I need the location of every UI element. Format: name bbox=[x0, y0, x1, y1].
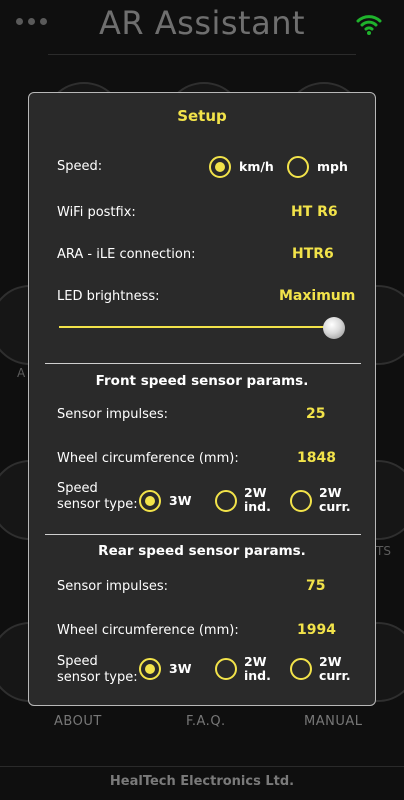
manual-link[interactable]: MANUAL bbox=[304, 714, 363, 729]
front-2w-ind-label[interactable] bbox=[244, 486, 271, 514]
rear-2w-ind-line2: ind. bbox=[244, 668, 271, 683]
front-2w-ind-line2: ind. bbox=[244, 499, 271, 514]
bottom-nav bbox=[0, 712, 404, 736]
setup-dialog bbox=[28, 92, 376, 706]
rear-3w-label[interactable]: 3W bbox=[169, 661, 192, 676]
rear-2w-ind-line1: 2W bbox=[244, 654, 267, 669]
led-brightness-value: Maximum bbox=[279, 288, 356, 304]
section-divider bbox=[45, 363, 361, 364]
front-2w-curr-radio[interactable] bbox=[290, 490, 312, 512]
front-sensor-type-label-line2: sensor type: bbox=[57, 497, 138, 512]
rear-2w-curr-line1: 2W bbox=[319, 654, 342, 669]
speed-mph-radio[interactable] bbox=[287, 156, 309, 178]
rear-section-title: Rear speed sensor params. bbox=[98, 543, 306, 559]
speed-kmh-label[interactable]: km/h bbox=[239, 159, 274, 174]
faq-link[interactable]: F.A.Q. bbox=[186, 714, 226, 729]
front-circumference-value[interactable]: 1848 bbox=[297, 450, 336, 466]
rear-2w-ind-radio[interactable] bbox=[215, 658, 237, 680]
rear-impulses-value[interactable]: 75 bbox=[306, 578, 326, 594]
rear-2w-curr-line2: curr. bbox=[319, 668, 351, 683]
background-label-right: TS bbox=[376, 544, 391, 558]
rear-2w-curr-radio[interactable] bbox=[290, 658, 312, 680]
wifi-postfix-value[interactable]: HT R6 bbox=[291, 204, 338, 220]
rear-3w-radio[interactable] bbox=[139, 658, 161, 680]
front-3w-label[interactable]: 3W bbox=[169, 493, 192, 508]
front-2w-curr-label[interactable] bbox=[319, 486, 351, 514]
front-circumference-label: Wheel circumference (mm): bbox=[57, 451, 239, 466]
front-2w-ind-line1: 2W bbox=[244, 485, 267, 500]
about-link[interactable]: ABOUT bbox=[54, 714, 102, 729]
rear-circumference-label: Wheel circumference (mm): bbox=[57, 623, 239, 638]
app-header bbox=[0, 0, 404, 56]
footer-divider bbox=[0, 766, 404, 767]
rear-2w-curr-label[interactable] bbox=[319, 655, 351, 683]
rear-impulses-label: Sensor impulses: bbox=[57, 579, 168, 594]
rear-2w-ind-label[interactable] bbox=[244, 655, 271, 683]
dialog-title: Setup bbox=[177, 107, 227, 125]
front-2w-curr-line2: curr. bbox=[319, 499, 351, 514]
wifi-icon bbox=[356, 12, 382, 40]
wifi-postfix-label: WiFi postfix: bbox=[57, 205, 136, 220]
section-divider bbox=[45, 534, 361, 535]
front-impulses-label: Sensor impulses: bbox=[57, 407, 168, 422]
speed-mph-label[interactable]: mph bbox=[317, 159, 348, 174]
led-brightness-slider-thumb[interactable] bbox=[323, 317, 345, 339]
front-2w-ind-radio[interactable] bbox=[215, 490, 237, 512]
rear-sensor-type-label-line1: Speed bbox=[57, 654, 98, 669]
ara-connection-label: ARA - iLE connection: bbox=[57, 247, 196, 262]
speed-label: Speed: bbox=[57, 159, 103, 174]
led-brightness-label: LED brightness: bbox=[57, 289, 160, 304]
front-2w-curr-line1: 2W bbox=[319, 485, 342, 500]
front-sensor-type-label bbox=[57, 481, 138, 513]
header-divider bbox=[48, 54, 356, 55]
front-section-title: Front speed sensor params. bbox=[95, 373, 309, 389]
ara-connection-value[interactable]: HTR6 bbox=[292, 246, 334, 262]
led-brightness-slider[interactable] bbox=[59, 326, 335, 328]
front-3w-radio[interactable] bbox=[139, 490, 161, 512]
footer-text: HealTech Electronics Ltd. bbox=[109, 774, 295, 789]
front-sensor-type-label-line1: Speed bbox=[57, 481, 98, 496]
speed-kmh-radio[interactable] bbox=[209, 156, 231, 178]
rear-sensor-type-label bbox=[57, 654, 138, 686]
background-label-left: A bbox=[17, 366, 26, 380]
rear-circumference-value[interactable]: 1994 bbox=[297, 622, 336, 638]
app-title: AR Assistant bbox=[98, 4, 306, 42]
rear-sensor-type-label-line2: sensor type: bbox=[57, 670, 138, 685]
front-impulses-value[interactable]: 25 bbox=[306, 406, 326, 422]
